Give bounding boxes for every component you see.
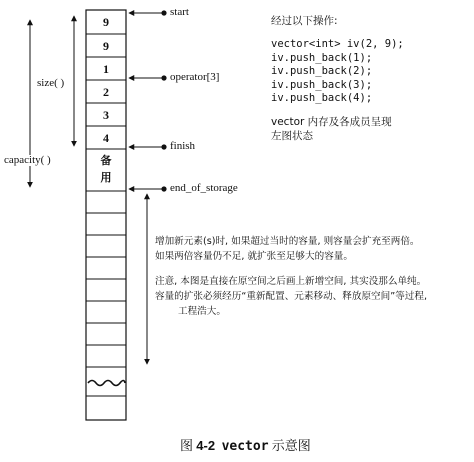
break-mark (88, 381, 125, 386)
caption-number: 4-2 (196, 438, 216, 453)
operator-label: operator[3] (170, 71, 220, 83)
capacity-label: capacity( ) (4, 154, 51, 166)
finish-dot (161, 144, 166, 149)
note-caution: 容量的扩张必须经历“重新配置、元素移动、释放原空间”等过程, (155, 291, 428, 302)
cell-value: 3 (103, 108, 109, 122)
start-label: start (170, 6, 189, 18)
caption-suffix: 示意图 (271, 439, 311, 454)
start-dot (161, 10, 166, 15)
cell-value: 2 (103, 85, 109, 99)
reserve-label: 备 (100, 154, 112, 167)
note-caution: 工程浩大。 (178, 306, 226, 317)
caption-code: vector (221, 439, 269, 454)
ops-title: 经过以下操作: (271, 15, 338, 27)
cell-value: 9 (103, 39, 109, 53)
note-caution: 注意, 本图是直接在原空间之后画上新增空间, 其实没那么单纯。 (155, 276, 427, 287)
end-of-storage-dot (161, 186, 166, 191)
cell-value: 4 (103, 131, 109, 145)
figure-caption (180, 439, 311, 453)
cell-value: 9 (103, 15, 109, 29)
code-line: vector<int> iv(2, 9); (271, 38, 404, 50)
finish-label: finish (170, 140, 196, 152)
operator-dot (161, 75, 166, 80)
code-line: iv.push_back(3); (271, 78, 373, 91)
note-growth: 如果两倍容量仍不足, 就扩张至足够大的容量。 (155, 251, 353, 262)
cell-value: 1 (103, 62, 109, 76)
end-of-storage-label: end_of_storage (170, 182, 238, 194)
code-line: iv.push_back(4); (271, 92, 373, 104)
ops-desc: vector 内存及各成员呈现 (271, 116, 392, 128)
reserve-label: 用 (100, 171, 112, 184)
code-line: iv.push_back(2); (271, 65, 373, 77)
size-label: size( ) (37, 77, 65, 89)
note-growth: 增加新元素(s)时, 如果超过当时的容量, 则容量会扩充至两倍。 (155, 236, 420, 247)
ops-desc: 左图状态 (271, 130, 313, 142)
code-line: iv.push_back(1); (271, 51, 373, 64)
caption-prefix: 图 (180, 439, 194, 454)
